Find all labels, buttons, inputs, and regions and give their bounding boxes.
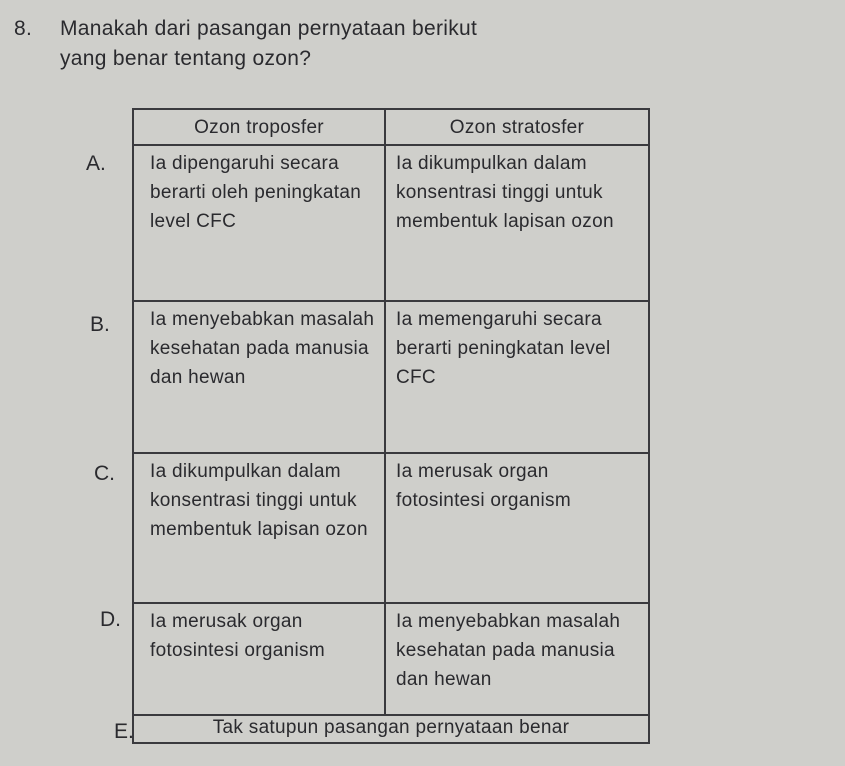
cell-text: Ia menyebabkan masalah kesehatan pada manusia dan hewan: [396, 611, 621, 690]
table-row: [133, 301, 649, 453]
cell-text: Ia dipengaruhi secara berarti oleh peningkatan level CFC: [150, 153, 362, 232]
option-letter-d[interactable]: D.: [100, 608, 121, 631]
cell-troposfer: [133, 145, 385, 301]
cell-stratosfer: [385, 145, 649, 301]
table-row: [133, 453, 649, 603]
question: [14, 14, 477, 74]
cell-text: Ia memengaruhi secara berarti peningkatan level CFC: [396, 309, 611, 388]
question-line-1: [14, 14, 477, 44]
cell-text: Ia dikumpulkan dalam konsentrasi tinggi untuk membentuk lapisan ozon: [396, 153, 614, 232]
question-text-1: Manakah dari pasangan pernyataan berikut: [60, 17, 478, 40]
cell-stratosfer: [385, 301, 649, 453]
answer-table: [132, 108, 650, 744]
header-stratosfer: Ozon stratosfer: [385, 109, 649, 145]
table-row: [133, 603, 649, 715]
cell-text: Ia menyebabkan masalah kesehatan pada manusia dan hewan: [150, 309, 375, 388]
header-row: [133, 109, 649, 145]
question-number: 8.: [14, 17, 33, 40]
option-e-text: Tak satupun pasangan pernyataan benar: [133, 715, 649, 743]
option-letter-c[interactable]: C.: [94, 462, 115, 485]
table-row: [133, 145, 649, 301]
option-letter-b[interactable]: B.: [90, 313, 110, 336]
cell-text: Ia merusak organ fotosintesi organism: [396, 461, 571, 511]
question-text-2: yang benar tentang ozon?: [60, 47, 312, 70]
header-troposfer: Ozon troposfer: [133, 109, 385, 145]
cell-stratosfer: [385, 453, 649, 603]
cell-stratosfer: [385, 603, 649, 715]
option-letter-a[interactable]: A.: [86, 152, 106, 175]
option-letter-e[interactable]: E.: [114, 720, 134, 743]
cell-troposfer: [133, 301, 385, 453]
cell-text: Ia dikumpulkan dalam konsentrasi tinggi untuk membentuk lapisan ozon: [150, 461, 368, 540]
cell-troposfer: [133, 603, 385, 715]
cell-troposfer: [133, 453, 385, 603]
table-row-e: [133, 715, 649, 743]
cell-text: Ia merusak organ fotosintesi organism: [150, 611, 325, 661]
